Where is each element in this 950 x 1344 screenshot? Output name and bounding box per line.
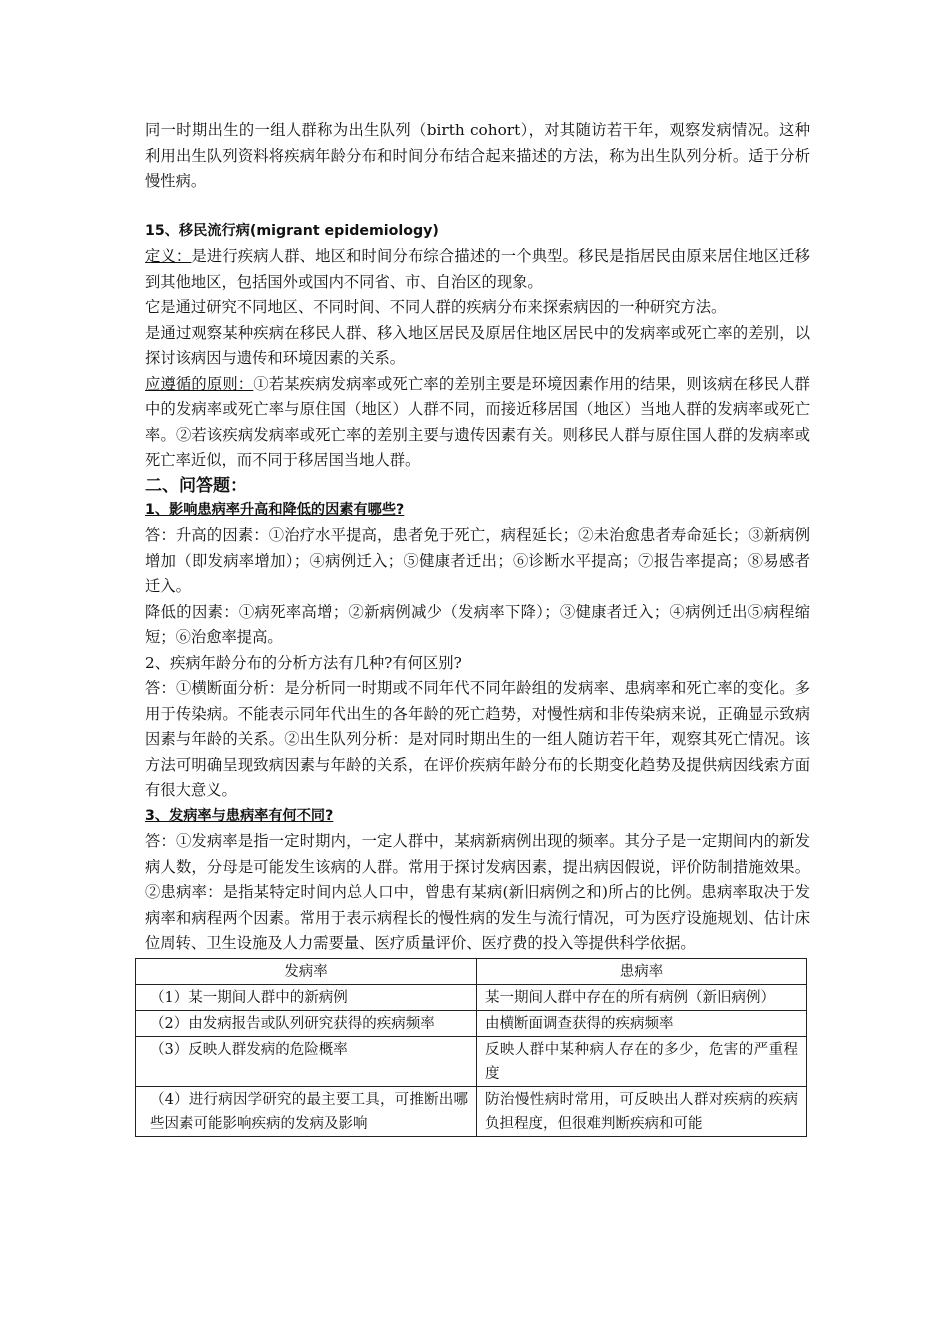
definition-text: 是进行疾病人群、地区和时间分布综合描述的一个典型。移民是指居民由原来居住地区迁移到其他地区，包括国外或国内不同省、市、自治区的现象。: [145, 247, 810, 291]
s15-paragraph-3: 是通过观察某种疾病在移民人群、移入地区居民及原居住地区居民中的发病率或死亡率的差别，以探讨该病因与遗传和环境因素的关系。: [145, 323, 810, 367]
table-cell: （3）反映人群发病的危险概率: [136, 1036, 477, 1086]
q3-answer: 答：①发病率是指一定时期内，一定人群中，某病新病例出现的频率。其分子是一定期间内的新发病人数，分母是可能发生该病的人群。常用于探讨发病因素，提出病因假说，评价防制措施效果。②患病率：是指某特定时间内总人口中，曾患有某病(新旧病例之和)所占的比例。患病率取决于发病率和病程两个因素。常用于表示病程长的慢性病的发生与流行情况，可为医疗设施规划、估计床位周转、卫生设施及人力需要量、医疗质量评价、医疗费的投入等提供科学依据。: [145, 832, 810, 952]
q3-title: 3、发病率与患病率有何不同?: [145, 807, 334, 824]
principle-label: 应遵循的原则：: [145, 374, 254, 393]
table-cell: 防治慢性病时常用，可反映出人群对疾病的疾病负担程度，但很难判断疾病和可能: [477, 1086, 807, 1136]
s15-paragraph-2: 它是通过研究不同地区、不同时间、不同人群的疾病分布来探索病因的一种研究方法。: [145, 298, 727, 316]
s15-principle: [145, 372, 810, 474]
header-incidence: 发病率: [136, 958, 477, 984]
q2-answer: 答：①横断面分析：是分析同一时期或不同年代不同年龄组的发病率、患病率和死亡率的变化。多用于传染病。不能表示同年代出生的各年龄的死亡趋势，对慢性病和非传染病来说，正确显示致病因素与年龄的关系。②出生队列分析：是对同时期出生的一组人随访若干年，观察其死亡情况。该方法可明确呈现致病因素与年龄的关系，在评价疾病年龄分布的长期变化趋势及提供病因线索方面有很大意义。: [145, 679, 810, 799]
header-prevalence: 患病率: [477, 958, 807, 984]
section-2-title: 二、问答题：: [145, 475, 247, 496]
q1-answer-up: 答：升高的因素：①治疗水平提高，患者免于死亡，病程延长；②未治愈患者寿命延长；③新病例增加（即发病率增加）；④病例迁入；⑤健康者迁出；⑥诊断水平提高；⑦报告率提高；⑧易感者迁入。: [145, 526, 810, 595]
table-row: [136, 1036, 807, 1086]
s15-definition: [145, 244, 810, 295]
table-row: [136, 984, 807, 1010]
intro-paragraph: 同一时期出生的一组人群称为出生队列（birth cohort），对其随访若干年，观察发病情况。这种利用出生队列资料将疾病年龄分布和时间分布结合起来描述的方法，称为出生队列分析。适于分析慢性病。: [145, 121, 810, 190]
table-cell: （1）某一期间人群中的新病例: [136, 984, 477, 1010]
table-cell: 某一期间人群中存在的所有病例（新旧病例）: [477, 984, 807, 1010]
principle-text: ①若某疾病发病率或死亡率的差别主要是环境因素作用的结果，则该病在移民人群中的发病率或死亡率与原住国（地区）人群不同，而接近移居国（地区）当地人群的发病率或死亡率。②若该疾病发病率或死亡率的差别主要与遗传因素有关。则移民人群与原住国人群的发病率或死亡率近似，而不同于移居国当地人群。: [145, 374, 810, 469]
q1-title: 1、影响患病率升高和降低的因素有哪些?: [145, 501, 405, 518]
comparison-table: [135, 958, 807, 1137]
table-cell: 反映人群中某种病人存在的多少，危害的严重程度: [477, 1036, 807, 1086]
table-header-row: [136, 958, 807, 984]
table-row: [136, 1086, 807, 1136]
paragraph-gap: [145, 195, 810, 219]
q1-answer-down: 降低的因素：①病死率高增；②新病例减少（发病率下降）；③健康者迁入；④病例迁出⑤病程缩短；⑥治愈率提高。: [145, 602, 810, 646]
table-row: [136, 1010, 807, 1036]
document-page: [145, 118, 810, 1137]
table-cell: 由横断面调查获得的疾病频率: [477, 1010, 807, 1036]
q2-title: 2、疾病年龄分布的分析方法有几种?有何区别?: [145, 653, 462, 672]
table-cell: （4）进行病因学研究的最主要工具，可推断出哪些因素可能影响疾病的发病及影响: [136, 1086, 477, 1136]
section-15-title: 15、移民流行病(migrant epidemiology): [145, 222, 439, 239]
definition-label: 定义：: [145, 247, 192, 265]
table-cell: （2）由发病报告或队列研究获得的疾病频率: [136, 1010, 477, 1036]
